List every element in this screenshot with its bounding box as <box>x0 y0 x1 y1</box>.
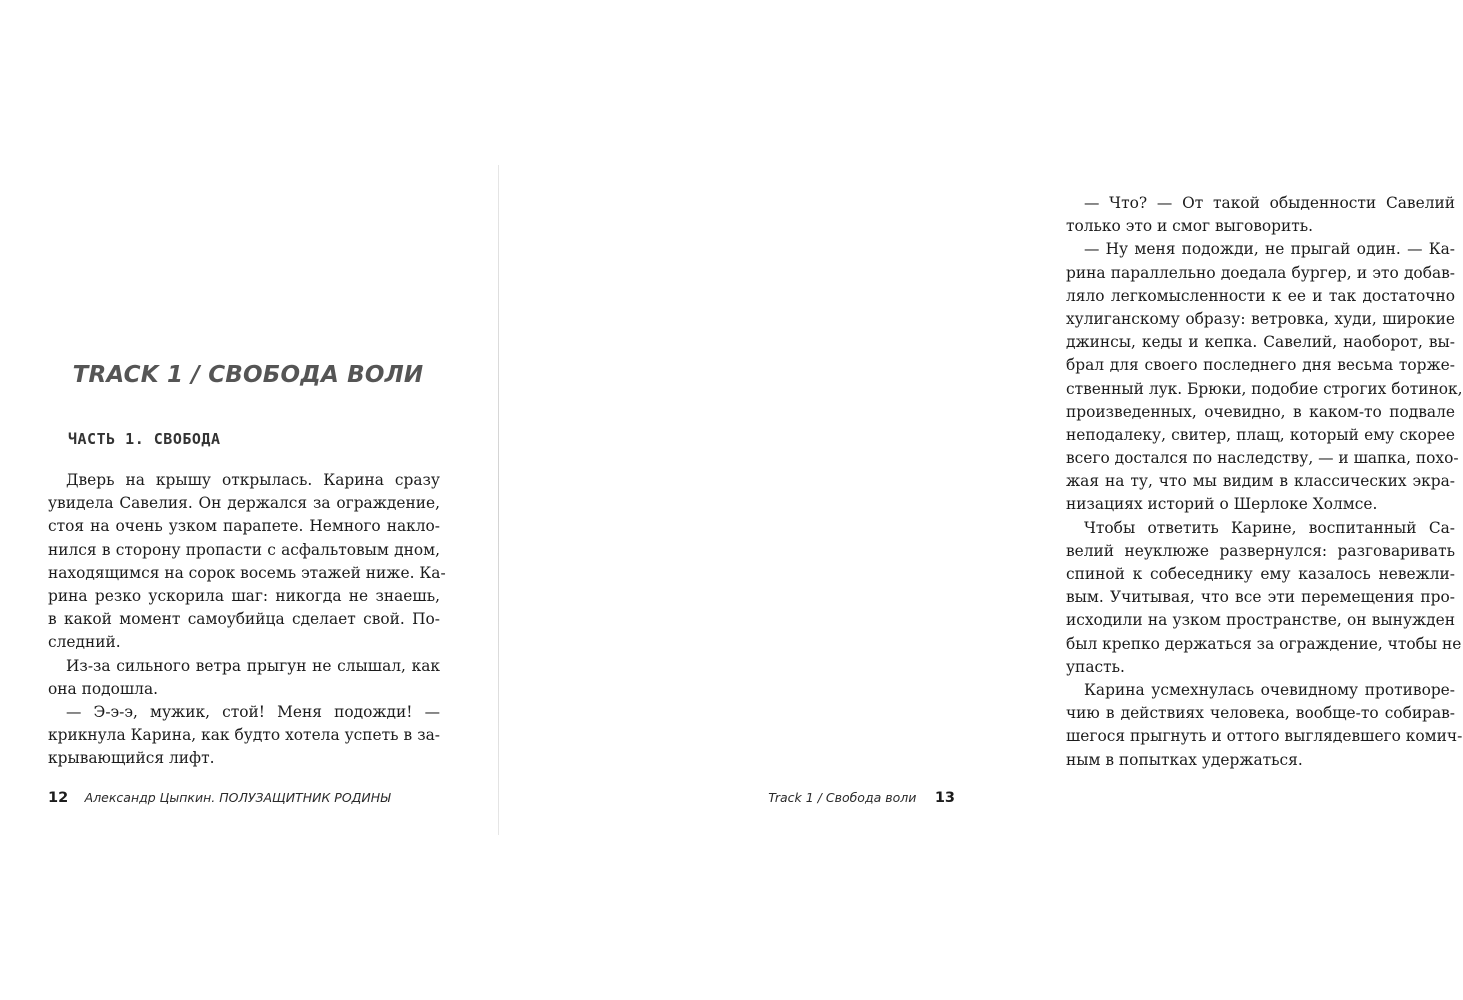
text-line: ственный лук. Брюки, подобие строгих ботинок, <box>1066 379 1463 398</box>
right-body-text <box>1066 192 1463 772</box>
right-page <box>500 0 1463 1000</box>
text-line: спиной к собеседнику ему казалось невежли- <box>1066 565 1455 583</box>
section-heading: ЧАСТЬ 1. СВОБОДА <box>68 430 221 448</box>
text-line: ляло легкомысленности к ее и так достаточно <box>1066 286 1455 305</box>
text-line: находящимся на сорок восемь этажей ниже. Ка- <box>48 563 446 582</box>
text-line: только это и смог выговорить. <box>1066 217 1314 236</box>
book-gutter <box>498 165 499 835</box>
text-line: в какой момент самоубийца сделает свой. По- <box>48 610 440 629</box>
text-line: ным в попытках удержаться. <box>1066 750 1303 769</box>
text-line: — Ну меня подожди, не прыгай один. — Ка- <box>1084 240 1455 259</box>
text-line: упасть. <box>1066 657 1125 676</box>
text-line: шегося прыгнуть и оттого выглядевшего комич- <box>1066 727 1463 746</box>
text-line: был крепко держаться за ограждение, чтобы не <box>1066 634 1462 653</box>
left-page <box>0 0 500 1000</box>
text-line: всего достался по наследству, — и шапка, похо- <box>1066 449 1459 468</box>
text-line: жая на ту, что мы видим в классических экра- <box>1066 472 1455 491</box>
text-line: хулиганскому образу: ветровка, худи, широкие <box>1066 309 1455 328</box>
text-line: неподалеку, свитер, плащ, который ему скорее <box>1066 425 1455 444</box>
running-head-left: Александр Цыпкин. ПОЛУЗАЩИТНИК РОДИНЫ <box>84 790 391 805</box>
right-footer <box>768 790 955 806</box>
text-line: крикнула Карина, как будто хотела успеть в за- <box>48 726 440 745</box>
text-line: следний. <box>48 633 121 652</box>
text-line: нился в сторону пропасти с асфальтовым дном, <box>48 540 440 559</box>
text-line: стоя на очень узком парапете. Немного накло- <box>48 517 440 536</box>
running-head-right: Track 1 / Свобода воли <box>768 790 917 805</box>
text-line: рина резко ускорила шаг: никогда не знаешь, <box>48 586 440 605</box>
text-line: брал для своего последнего дня весьма торже- <box>1066 356 1455 375</box>
left-footer <box>48 790 390 806</box>
text-line: крывающийся лифт. <box>48 749 215 768</box>
text-line: вым. Учитывая, что все эти перемещения про- <box>1066 588 1455 607</box>
text-line: низациях историй о Шерлоке Холмсе. <box>1066 495 1378 514</box>
text-line: джинсы, кеды и кепка. Савелий, наоборот, вы- <box>1066 333 1455 352</box>
text-line: — Что? — От такой обыденности Савелий <box>1084 194 1455 212</box>
text-line: чию в действиях человека, вообще-то собирав- <box>1066 704 1455 723</box>
text-line: Карина усмехнулась очевидному противоре- <box>1084 680 1455 699</box>
text-line: она подошла. <box>48 679 159 698</box>
page-number-right: 13 <box>934 790 955 806</box>
text-line: произведенных, очевидно, в каком-то подвале <box>1066 402 1455 421</box>
page-number-left: 12 <box>48 790 69 806</box>
text-line: рина параллельно доедала бургер, и это добав- <box>1066 263 1455 282</box>
text-line: увидела Савелия. Он держался за ограждение, <box>48 494 440 513</box>
text-line: Чтобы ответить Карине, воспитанный Са- <box>1084 518 1455 537</box>
chapter-title: TRACK 1 / СВОБОДА ВОЛИ <box>72 362 424 388</box>
text-line: Дверь на крышу открылась. Карина сразу <box>66 471 440 489</box>
text-line: — Э-э-э, мужик, стой! Меня подожди! — <box>66 702 440 721</box>
text-line: Из-за сильного ветра прыгун не слышал, как <box>66 656 440 675</box>
text-line: велий неуклюже развернулся: разговаривать <box>1066 541 1455 560</box>
left-body-text <box>48 469 446 770</box>
text-line: исходили на узком пространстве, он вынужден <box>1066 611 1455 630</box>
